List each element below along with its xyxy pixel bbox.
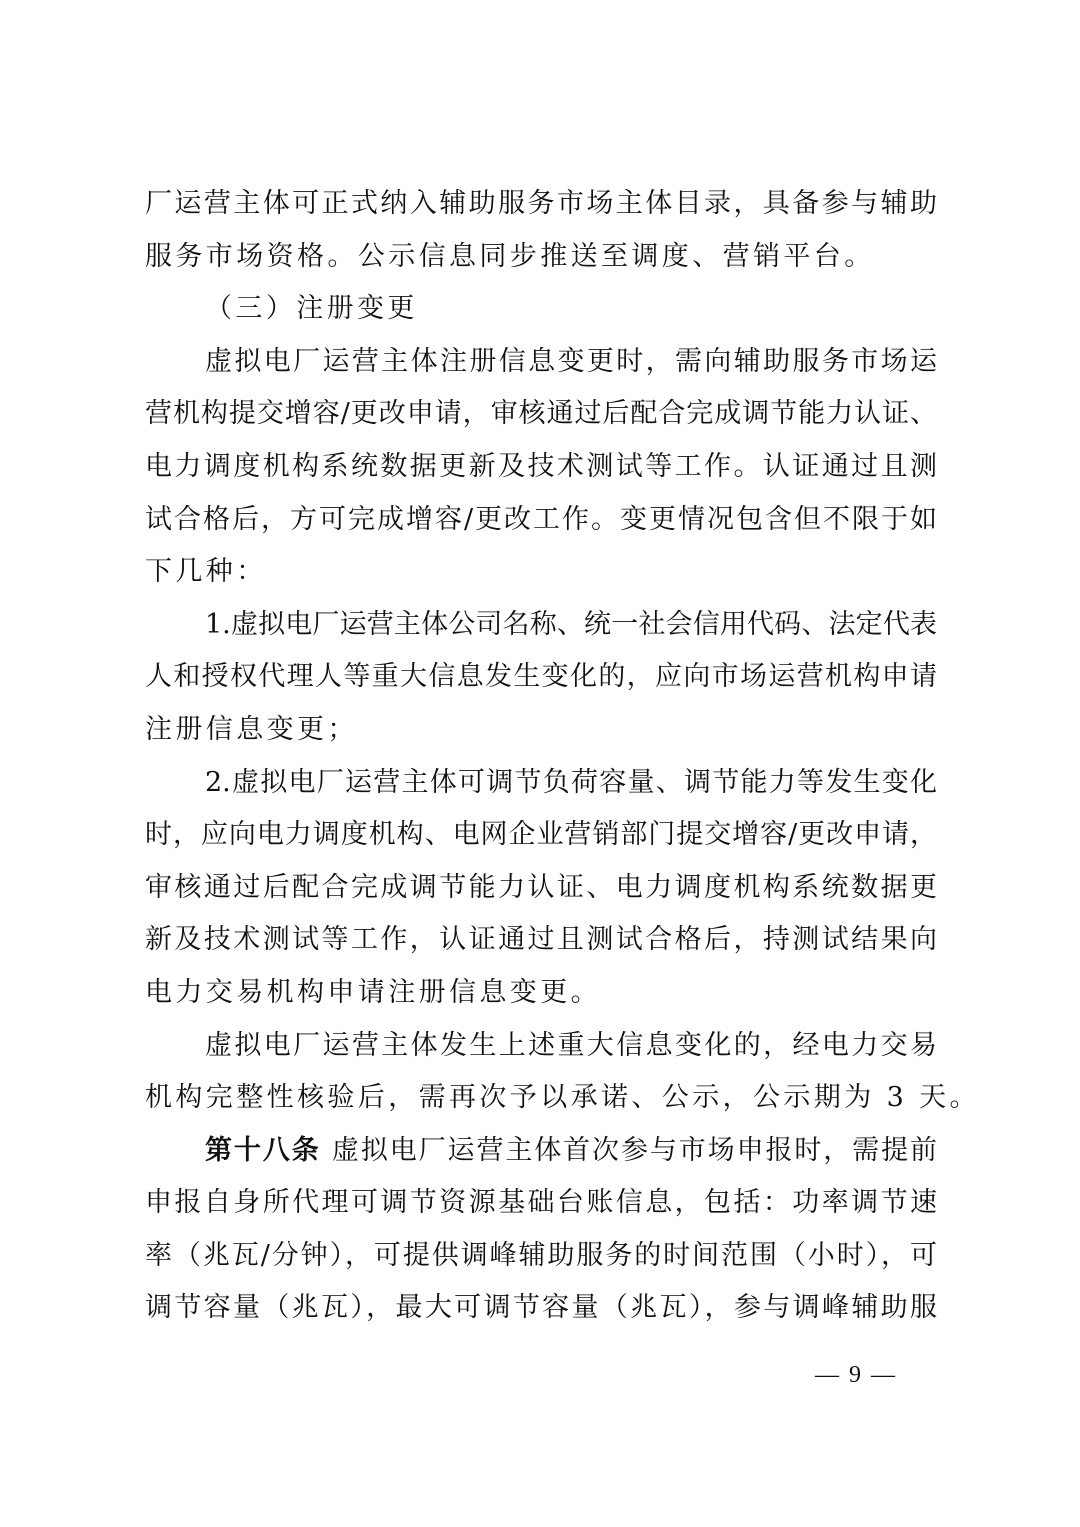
body-line: 率（兆瓦/分钟），可提供调峰辅助服务的时间范围（小时），可 [145, 1239, 937, 1271]
list-item-line: 时，应向电力调度机构、电网企业营销部门提交增容/更改申请， [145, 819, 937, 851]
list-item-line: 新及技术测试等工作，认证通过且测试合格后，持测试结果向 [145, 924, 937, 956]
page-number: — 9 — [815, 1362, 897, 1388]
body-line: 虚拟电厂运营主体发生上述重大信息变化的，经电力交易 [205, 1029, 937, 1061]
body-line: 调节容量（兆瓦），最大可调节容量（兆瓦），参与调峰辅助服 [145, 1292, 937, 1324]
body-line: 机构完整性核验后，需再次予以承诺、公示，公示期为 3 天。 [145, 1082, 980, 1114]
body-line: 服务市场资格。公示信息同步推送至调度、营销平台。 [145, 240, 875, 272]
list-item-line: 1.虚拟电厂运营主体公司名称、统一社会信用代码、法定代表 [205, 608, 937, 640]
list-item-line: 人和授权代理人等重大信息发生变化的，应向市场运营机构申请 [145, 661, 937, 693]
body-line: 下几种： [145, 556, 267, 588]
list-item-line: 电力交易机构申请注册信息变更。 [145, 976, 601, 1008]
article-number: 第十八条 [205, 1134, 332, 1166]
section-heading: （三）注册变更 [205, 293, 418, 325]
article-text: 虚拟电厂运营主体首次参与市场申报时，需提前 [331, 1134, 937, 1166]
body-line: 营机构提交增容/更改申请，审核通过后配合完成调节能力认证、 [145, 398, 937, 430]
body-line: 电力调度机构系统数据更新及技术测试等工作。认证通过且测 [145, 450, 937, 482]
document-page [145, 178, 980, 1335]
body-line: 虚拟电厂运营主体注册信息变更时，需向辅助服务市场运 [205, 345, 937, 377]
list-item-line: 2.虚拟电厂运营主体可调节负荷容量、调节能力等发生变化 [205, 766, 937, 798]
article-line [145, 1125, 937, 1178]
list-item-line: 注册信息变更； [145, 713, 358, 745]
body-line: 试合格后，方可完成增容/更改工作。变更情况包含但不限于如 [145, 503, 937, 535]
body-line: 申报自身所代理可调节资源基础台账信息，包括：功率调节速 [145, 1187, 937, 1219]
body-line: 厂运营主体可正式纳入辅助服务市场主体目录，具备参与辅助 [145, 188, 937, 219]
list-item-line: 审核通过后配合完成调节能力认证、电力调度机构系统数据更 [145, 871, 937, 903]
